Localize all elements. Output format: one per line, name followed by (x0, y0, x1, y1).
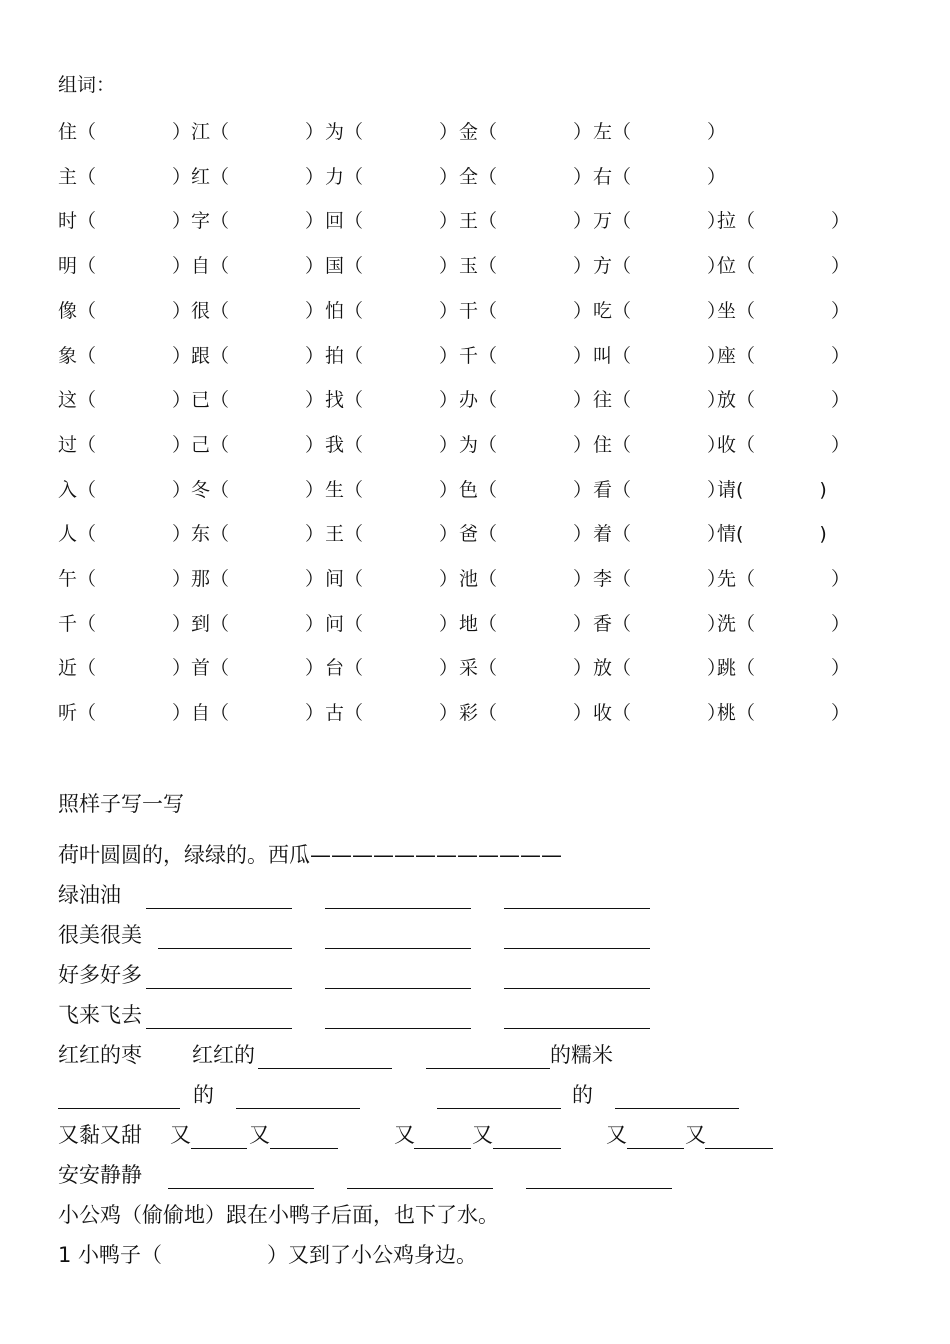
word-cell: 吃（ ） (593, 300, 727, 322)
word-cell: 力（ ） (325, 166, 459, 188)
word-cell: 坐（ ） (717, 300, 851, 322)
word-cell: 冬（ ） (191, 479, 325, 501)
word-cell: 右（ ） (593, 166, 727, 188)
word-cell: 很（ ） (191, 300, 325, 322)
word-cell: 间（ ） (325, 568, 459, 590)
word-cell: 位（ ） (717, 255, 851, 277)
word-cell: 时（ ） (58, 210, 192, 232)
word-cell: 着（ ） (593, 523, 727, 545)
word-cell: 跟（ ） (191, 345, 325, 367)
answer-line[interactable] (426, 1068, 550, 1069)
answer-line[interactable] (325, 988, 471, 989)
prompt-feilai: 飞来飞去 (58, 1003, 142, 1027)
answer-line[interactable] (504, 908, 650, 909)
word-cell: 入（ ） (58, 479, 192, 501)
section-title-example: 照样子写一写 (58, 792, 184, 816)
prompt-younian: 又黏又甜 (58, 1123, 142, 1147)
word-cell: 座（ ） (717, 345, 851, 367)
word-cell: 问（ ） (325, 613, 459, 635)
word-cell: 放（ ） (717, 389, 851, 411)
word-cell: 李（ ） (593, 568, 727, 590)
de-label-1: 的 (193, 1083, 214, 1107)
word-cell: 洗（ ） (717, 613, 851, 635)
example-sentence-2: 小公鸡（偷偷地）跟在小鸭子后面，也下了水。 (58, 1203, 499, 1227)
word-cell: 明（ ） (58, 255, 192, 277)
word-cell: 己（ ） (191, 434, 325, 456)
word-cell: 怕（ ） (325, 300, 459, 322)
answer-line[interactable] (504, 1028, 650, 1029)
word-cell: 拍（ ） (325, 345, 459, 367)
answer-line[interactable] (146, 1028, 292, 1029)
word-cell: 人（ ） (58, 523, 192, 545)
word-cell: 我（ ） (325, 434, 459, 456)
example-sentence: 荷叶圆圆的，绿绿的。西瓜———————————— (58, 843, 562, 867)
word-cell: 听（ ） (58, 702, 192, 724)
word-cell: 到（ ） (191, 613, 325, 635)
you-label: 又 (606, 1123, 627, 1147)
word-cell: 干（ ） (459, 300, 593, 322)
word-cell: 王（ ） (325, 523, 459, 545)
answer-line[interactable] (504, 948, 650, 949)
answer-line[interactable] (347, 1188, 493, 1189)
answer-line[interactable] (493, 1148, 561, 1149)
word-cell: 回（ ） (325, 210, 459, 232)
word-cell: 台（ ） (325, 657, 459, 679)
word-cell: 收（ ） (717, 434, 851, 456)
word-cell: 万（ ） (593, 210, 727, 232)
prompt-anjing: 安安静静 (58, 1163, 142, 1187)
word-cell: 拉（ ） (717, 210, 851, 232)
word-cell: 住（ ） (593, 434, 727, 456)
word-cell: 那（ ） (191, 568, 325, 590)
prompt-nuomi: 的糯米 (550, 1043, 613, 1067)
word-cell: 千（ ） (459, 345, 593, 367)
prompt-haoduo: 好多好多 (58, 963, 142, 987)
word-cell: 池（ ） (459, 568, 593, 590)
word-cell: 放（ ） (593, 657, 727, 679)
word-cell: 彩（ ） (459, 702, 593, 724)
word-cell: 先（ ） (717, 568, 851, 590)
prompt-hongzao: 红红的枣 (58, 1043, 142, 1067)
word-cell: 请( ) (717, 479, 827, 501)
word-cell: 玉（ ） (459, 255, 593, 277)
answer-line[interactable] (504, 988, 650, 989)
word-cell: 跳（ ） (717, 657, 851, 679)
word-cell: 叫（ ） (593, 345, 727, 367)
word-cell: 采（ ） (459, 657, 593, 679)
word-cell: 主（ ） (58, 166, 192, 188)
answer-line[interactable] (615, 1108, 739, 1109)
word-cell: 首（ ） (191, 657, 325, 679)
section-title-zuci: 组词： (58, 74, 116, 96)
answer-line[interactable] (325, 1028, 471, 1029)
word-cell: 已（ ） (191, 389, 325, 411)
you-label: 又 (394, 1123, 415, 1147)
word-cell: 金（ ） (459, 121, 593, 143)
answer-line[interactable] (258, 1068, 392, 1069)
word-cell: 自（ ） (191, 255, 325, 277)
word-cell: 自（ ） (191, 702, 325, 724)
word-cell: 红（ ） (191, 166, 325, 188)
prompt-henmei: 很美很美 (58, 923, 142, 947)
word-cell: 东（ ） (191, 523, 325, 545)
word-cell: 生（ ） (325, 479, 459, 501)
de-label-2: 的 (572, 1083, 593, 1107)
prompt-lvyouyou: 绿油油 (58, 883, 121, 907)
answer-line[interactable] (414, 1148, 471, 1149)
word-cell: 这（ ） (58, 389, 192, 411)
word-cell: 看（ ） (593, 479, 727, 501)
word-cell: 左（ ） (593, 121, 727, 143)
word-cell: 桃（ ） (717, 702, 851, 724)
you-label: 又 (249, 1123, 270, 1147)
word-cell: 色（ ） (459, 479, 593, 501)
word-cell: 全（ ） (459, 166, 593, 188)
word-cell: 国（ ） (325, 255, 459, 277)
word-cell: 香（ ） (593, 613, 727, 635)
word-cell: 王（ ） (459, 210, 593, 232)
word-cell: 江（ ） (191, 121, 325, 143)
prompt-honghongde: 红红的 (192, 1043, 255, 1067)
word-cell: 找（ ） (325, 389, 459, 411)
answer-line[interactable] (236, 1108, 360, 1109)
word-cell: 午（ ） (58, 568, 192, 590)
answer-line[interactable] (705, 1148, 773, 1149)
answer-line[interactable] (58, 1108, 180, 1109)
word-cell: 为（ ） (325, 121, 459, 143)
word-cell: 千（ ） (58, 613, 192, 635)
answer-line[interactable] (325, 948, 471, 949)
word-cell: 住（ ） (58, 121, 192, 143)
word-cell: 方（ ） (593, 255, 727, 277)
answer-line[interactable] (146, 908, 292, 909)
word-cell: 往（ ） (593, 389, 727, 411)
answer-line[interactable] (146, 988, 292, 989)
you-label: 又 (472, 1123, 493, 1147)
word-cell: 象（ ） (58, 345, 192, 367)
answer-line[interactable] (437, 1108, 561, 1109)
answer-line[interactable] (325, 908, 471, 909)
you-label: 又 (170, 1123, 191, 1147)
answer-line[interactable] (168, 1188, 314, 1189)
answer-line[interactable] (526, 1188, 672, 1189)
answer-line[interactable] (191, 1148, 247, 1149)
word-cell: 像（ ） (58, 300, 192, 322)
word-cell: 办（ ） (459, 389, 593, 411)
answer-line[interactable] (270, 1148, 338, 1149)
question-1: 1 小鸭子（ ）又到了小公鸡身边。 (58, 1243, 478, 1267)
answer-line[interactable] (627, 1148, 684, 1149)
answer-line[interactable] (158, 948, 292, 949)
you-label: 又 (685, 1123, 706, 1147)
word-cell: 过（ ） (58, 434, 192, 456)
word-cell: 爸（ ） (459, 523, 593, 545)
word-cell: 情( ) (717, 523, 827, 545)
word-cell: 古（ ） (325, 702, 459, 724)
word-cell: 收（ ） (593, 702, 727, 724)
word-cell: 地（ ） (459, 613, 593, 635)
word-cell: 近（ ） (58, 657, 192, 679)
word-cell: 为（ ） (459, 434, 593, 456)
word-cell: 字（ ） (191, 210, 325, 232)
